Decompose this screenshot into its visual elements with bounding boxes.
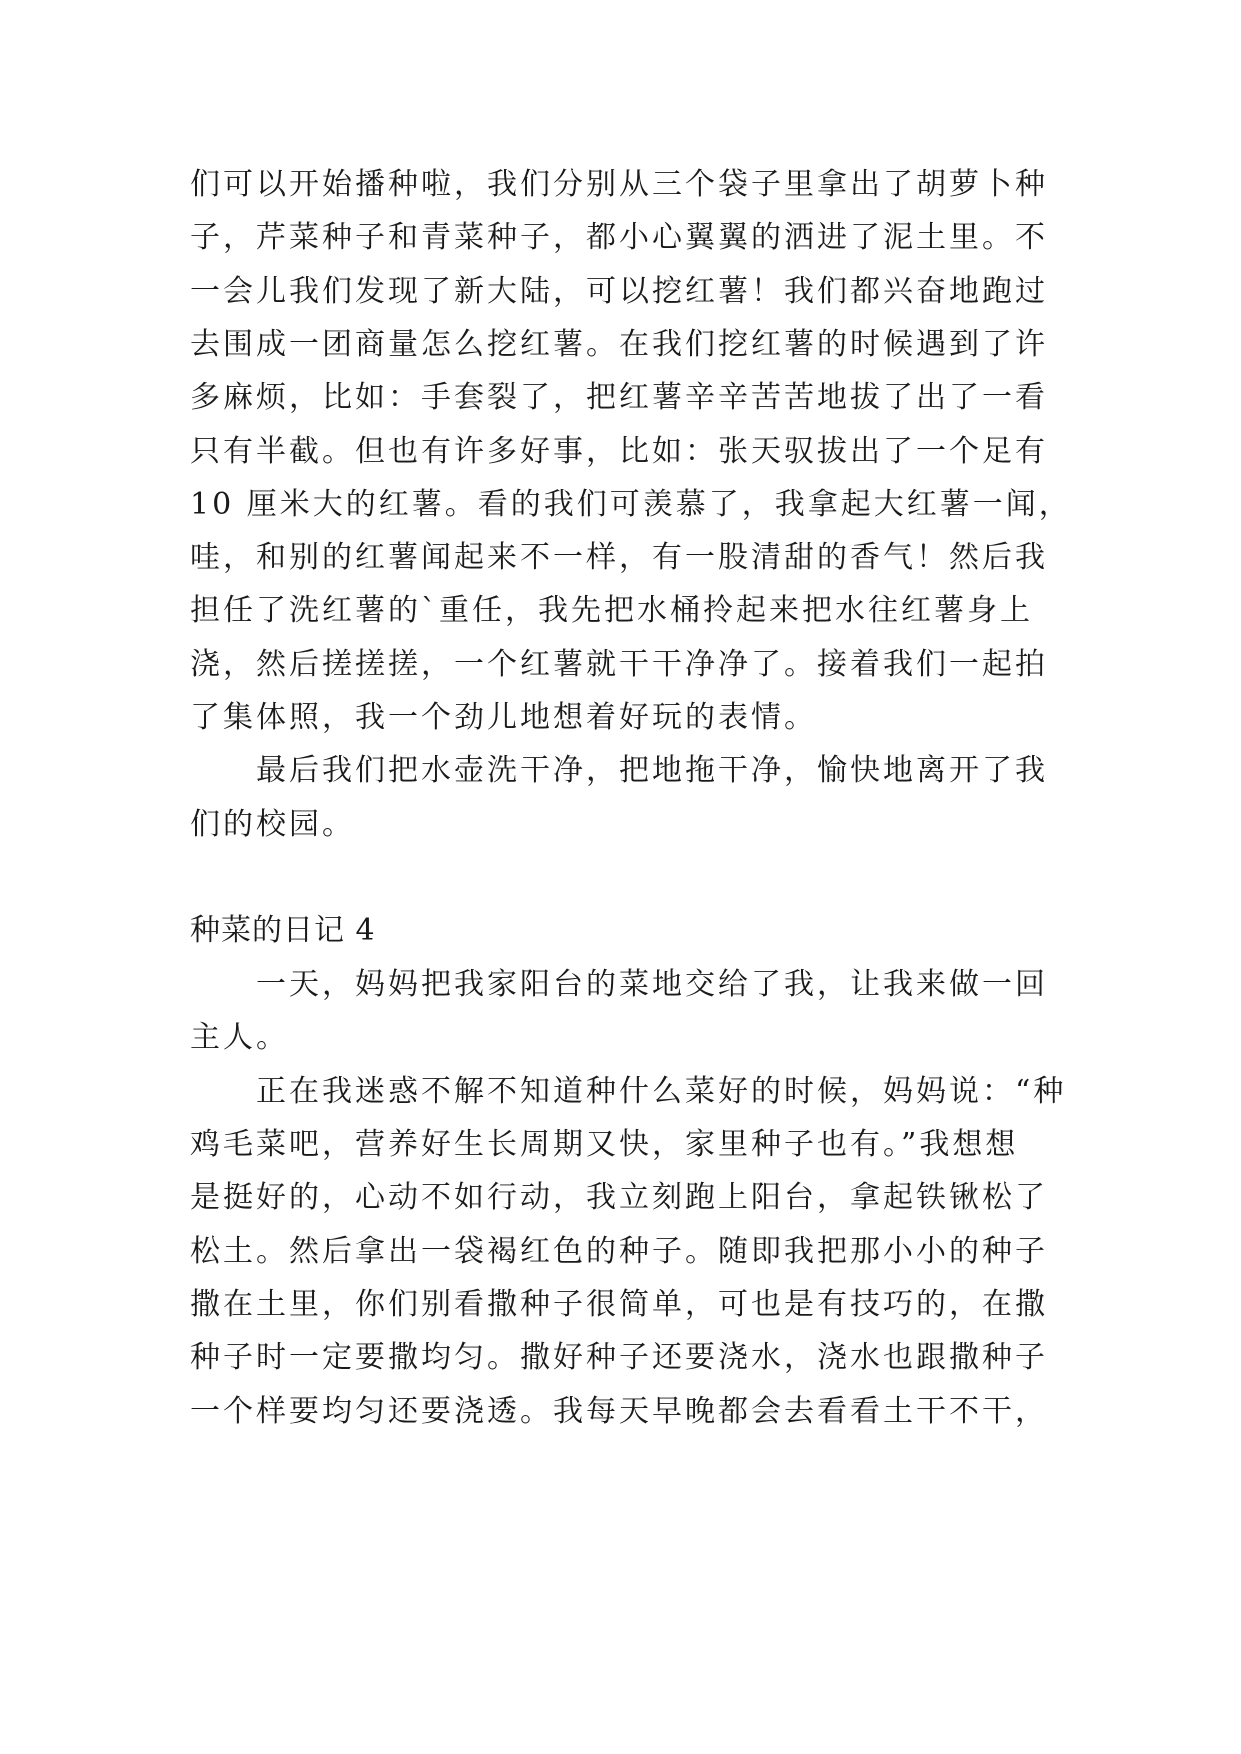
text-line: 哇，和别的红薯闻起来不一样，有一股清甜的香气！然后我 <box>190 540 1048 575</box>
text-line: 只有半截。但也有许多好事，比如：张天驭拔出了一个足有 <box>190 434 1048 469</box>
text-line: 鸡毛菜吧，营养好生长周期又快，家里种子也有。”我想想 <box>190 1127 1019 1162</box>
text-line: 了集体照，我一个劲儿地想着好玩的表情。 <box>190 700 817 735</box>
text-line: 担任了洗红薯的`重任，我先把水桶拎起来把水往红薯身上 <box>190 593 1033 628</box>
text-line: 松土。然后拿出一袋褐红色的种子。随即我把那小小的种子 <box>190 1234 1048 1269</box>
text-line: 最后我们把水壶洗干净，把地拖干净，愉快地离开了我 <box>190 753 1048 788</box>
text-line: 们的校园。 <box>190 807 355 842</box>
text-line: 10 厘米大的红薯。看的我们可羡慕了，我拿起大红薯一闻， <box>190 487 1072 522</box>
text-line: 撒在土里，你们别看撒种子很简单，可也是有技巧的，在撒 <box>190 1287 1048 1322</box>
text-line: 子，芹菜种子和青菜种子，都小心翼翼的洒进了泥土里。不 <box>190 220 1048 255</box>
text-line: 一会儿我们发现了新大陆，可以挖红薯！我们都兴奋地跑过 <box>190 274 1048 309</box>
text-line: 一个样要均匀还要浇透。我每天早晚都会去看看土干不干， <box>190 1394 1048 1429</box>
section-heading: 种菜的日记 4 <box>190 913 376 948</box>
text-line: 去围成一团商量怎么挖红薯。在我们挖红薯的时候遇到了许 <box>190 327 1048 362</box>
text-line: 一天，妈妈把我家阳台的菜地交给了我，让我来做一回 <box>190 967 1048 1002</box>
text-line: 浇，然后搓搓搓，一个红薯就干干净净了。接着我们一起拍 <box>190 647 1048 682</box>
text-line: 正在我迷惑不解不知道种什么菜好的时候，妈妈说：“种 <box>190 1074 1067 1109</box>
text-line: 们可以开始播种啦，我们分别从三个袋子里拿出了胡萝卜种 <box>190 167 1048 202</box>
text-line: 主人。 <box>190 1020 289 1055</box>
text-line: 是挺好的，心动不如行动，我立刻跑上阳台，拿起铁锹松了 <box>190 1180 1048 1215</box>
text-line: 多麻烦，比如：手套裂了，把红薯辛辛苦苦地拔了出了一看 <box>190 380 1048 415</box>
text-line: 种子时一定要撒均匀。撒好种子还要浇水，浇水也跟撒种子 <box>190 1340 1048 1375</box>
